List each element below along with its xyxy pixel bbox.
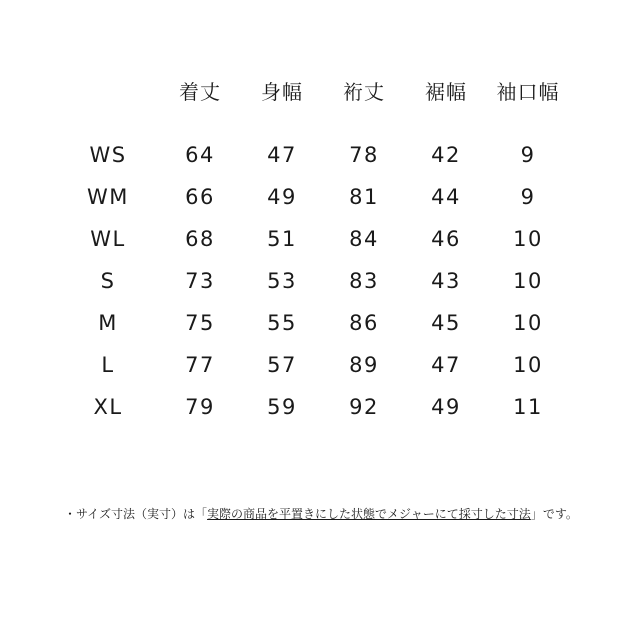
measurement-cell: 92 — [349, 395, 379, 419]
measurement-cell: 45 — [431, 311, 461, 335]
measurement-cell: 49 — [267, 185, 297, 209]
measurement-cell: 42 — [431, 143, 461, 167]
measurement-cell: 9 — [520, 185, 536, 209]
measurement-cell: 59 — [267, 395, 297, 419]
column-header: 着丈 — [179, 80, 221, 104]
size-label: WM — [87, 185, 129, 209]
column-header: 裄丈 — [343, 80, 385, 104]
column-header: 袖口幅 — [496, 80, 560, 104]
measurement-cell: 49 — [431, 395, 461, 419]
column-header: 裾幅 — [425, 80, 467, 104]
measurement-cell: 84 — [349, 227, 379, 251]
note-suffix: 」です。 — [530, 507, 578, 521]
measurement-cell: 46 — [431, 227, 461, 251]
measurement-cell: 78 — [349, 143, 379, 167]
measurement-cell: 11 — [513, 395, 543, 419]
measurement-cell: 47 — [431, 353, 461, 377]
measurement-cell: 51 — [267, 227, 297, 251]
note-prefix: ・サイズ寸法（実寸）は「 — [64, 507, 208, 521]
measurement-cell: 68 — [185, 227, 215, 251]
measurement-cell: 79 — [185, 395, 215, 419]
measurement-cell: 64 — [185, 143, 215, 167]
size-label: M — [98, 311, 118, 335]
measurement-cell: 77 — [185, 353, 215, 377]
column-header: 身幅 — [261, 80, 303, 104]
note-underlined-text: 実際の商品を平置きにした状態でメジャーにて採寸した寸法 — [207, 507, 531, 521]
measurement-cell: 81 — [349, 185, 379, 209]
measurement-cell: 83 — [349, 269, 379, 293]
measurement-cell: 9 — [520, 143, 536, 167]
measurement-cell: 86 — [349, 311, 379, 335]
measurement-cell: 75 — [185, 311, 215, 335]
measurement-cell: 57 — [267, 353, 297, 377]
size-label: WS — [89, 143, 127, 167]
measurement-cell: 10 — [513, 353, 543, 377]
measurement-cell: 53 — [267, 269, 297, 293]
measurement-cell: 43 — [431, 269, 461, 293]
size-label: XL — [93, 395, 123, 419]
measurement-cell: 10 — [513, 269, 543, 293]
measurement-cell: 44 — [431, 185, 461, 209]
measurement-cell: 47 — [267, 143, 297, 167]
measurement-cell: 73 — [185, 269, 215, 293]
measurement-cell: 10 — [513, 311, 543, 335]
size-label: L — [101, 353, 115, 377]
measurement-cell: 66 — [185, 185, 215, 209]
measurement-note — [64, 505, 584, 523]
size-label: WL — [90, 227, 126, 251]
measurement-cell: 55 — [267, 311, 297, 335]
size-label: S — [100, 269, 116, 293]
measurement-cell: 89 — [349, 353, 379, 377]
measurement-cell: 10 — [513, 227, 543, 251]
